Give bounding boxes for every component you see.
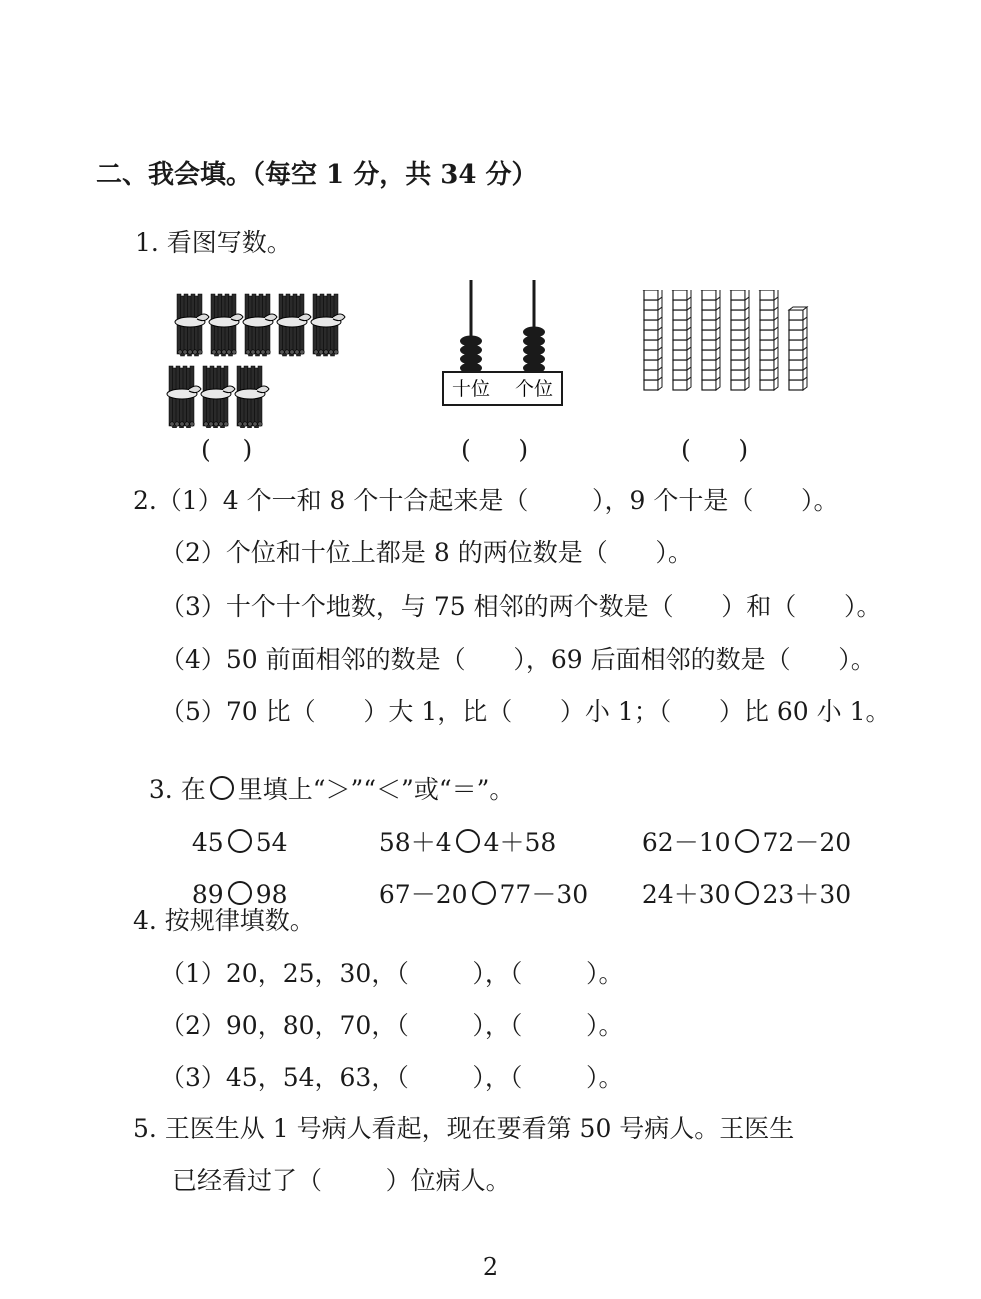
answer-circle[interactable]: [228, 881, 252, 905]
ones-bead: [523, 327, 545, 338]
q3-item-left: 58＋4: [378, 828, 452, 857]
q3-item-left: 45: [191, 828, 224, 857]
page-number: 2: [482, 1253, 499, 1281]
q3-item-right: 77－30: [499, 880, 589, 909]
q3-item-left: 89: [191, 880, 224, 909]
answer-circle[interactable]: [456, 829, 480, 853]
q4-line-1: （1）20，25，30，（ ），（ ）。: [160, 959, 624, 988]
q3-title-post: 里填上“＞”“＜”或“＝”。: [237, 775, 515, 804]
q4-line-2: （2）90，80，70，（ ），（ ）。: [160, 1011, 624, 1040]
cube-rods-figure: [640, 290, 815, 395]
q2-line-3: （3）十个十个地数，与 75 相邻的两个数是（ ）和（ ）。: [160, 592, 882, 621]
q2-line-1: 2.（1）4 个一和 8 个十合起来是（ ），9 个十是（ ）。: [133, 486, 839, 515]
q3-item-right: 72－20: [762, 828, 852, 857]
answer-circle[interactable]: [735, 881, 759, 905]
q4-title: 4. 按规律填数。: [133, 906, 315, 935]
cube-rod: [673, 290, 691, 390]
stick-bundle: [209, 294, 243, 356]
tens-label: 十位: [451, 378, 491, 400]
q2-line-4: （4）50 前面相邻的数是（ ），69 后面相邻的数是（ ）。: [160, 645, 876, 674]
answer-circle[interactable]: [735, 829, 759, 853]
q3-item-right: 54: [255, 828, 288, 857]
stick-bundle: [235, 366, 269, 428]
stick-bundle: [201, 366, 235, 428]
abacus-figure: [440, 276, 565, 406]
cube-rod: [644, 290, 662, 390]
q3-item-5: [363, 856, 588, 907]
q1-blank-3[interactable]: ( ): [681, 435, 749, 464]
stick-bundle: [175, 294, 209, 356]
q3-item-right: 23＋30: [762, 880, 852, 909]
q2-line-2: （2）个位和十位上都是 8 的两位数是（ ）。: [160, 538, 693, 567]
q3-item-6: [626, 856, 851, 907]
q5-line-2: 已经看过了（ ）位病人。: [172, 1166, 511, 1195]
q3-title-pre: 3. 在: [148, 775, 206, 804]
ones-label: 个位: [514, 378, 554, 400]
answer-circle[interactable]: [472, 881, 496, 905]
q1-blank-2[interactable]: ( ): [461, 435, 529, 464]
q3-item-4: [176, 856, 288, 907]
q3-item-right: 4＋58: [483, 828, 557, 857]
q5-line-1: 5. 王医生从 1 号病人看起，现在要看第 50 号病人。王医生: [133, 1114, 795, 1143]
tens-bead: [460, 336, 482, 347]
q1-blank-1[interactable]: ( ): [201, 435, 253, 464]
cube-rod: [702, 290, 720, 390]
q4-line-3: （3）45，54，63，（ ），（ ）。: [160, 1063, 624, 1092]
compare-circle-icon: [210, 776, 234, 800]
q3-item-right: 98: [255, 880, 288, 909]
answer-circle[interactable]: [228, 829, 252, 853]
cube-rod: [789, 307, 807, 390]
cube-rod: [731, 290, 749, 390]
stick-bundle: [311, 294, 345, 356]
q2-line-5: （5）70 比（ ）大 1，比（ ）小 1；（ ）比 60 小 1。: [160, 697, 891, 726]
stick-bundle: [243, 294, 277, 356]
section-title: 二、我会填。（每空 1 分，共 34 分）: [96, 160, 538, 190]
stick-bundle: [167, 366, 201, 428]
stick-bundle: [277, 294, 311, 356]
stick-bundles-figure: [165, 288, 365, 428]
q3-item-2: [363, 804, 556, 855]
q3-item-left: 24＋30: [641, 880, 731, 909]
q3-item-3: [626, 804, 851, 855]
q3-item-left: 67－20: [378, 880, 468, 909]
q3-title: [133, 751, 514, 802]
cube-rod: [760, 290, 778, 390]
q1-title: 1. 看图写数。: [135, 228, 292, 257]
q3-item-1: [176, 804, 288, 855]
q3-item-left: 62－10: [641, 828, 731, 857]
